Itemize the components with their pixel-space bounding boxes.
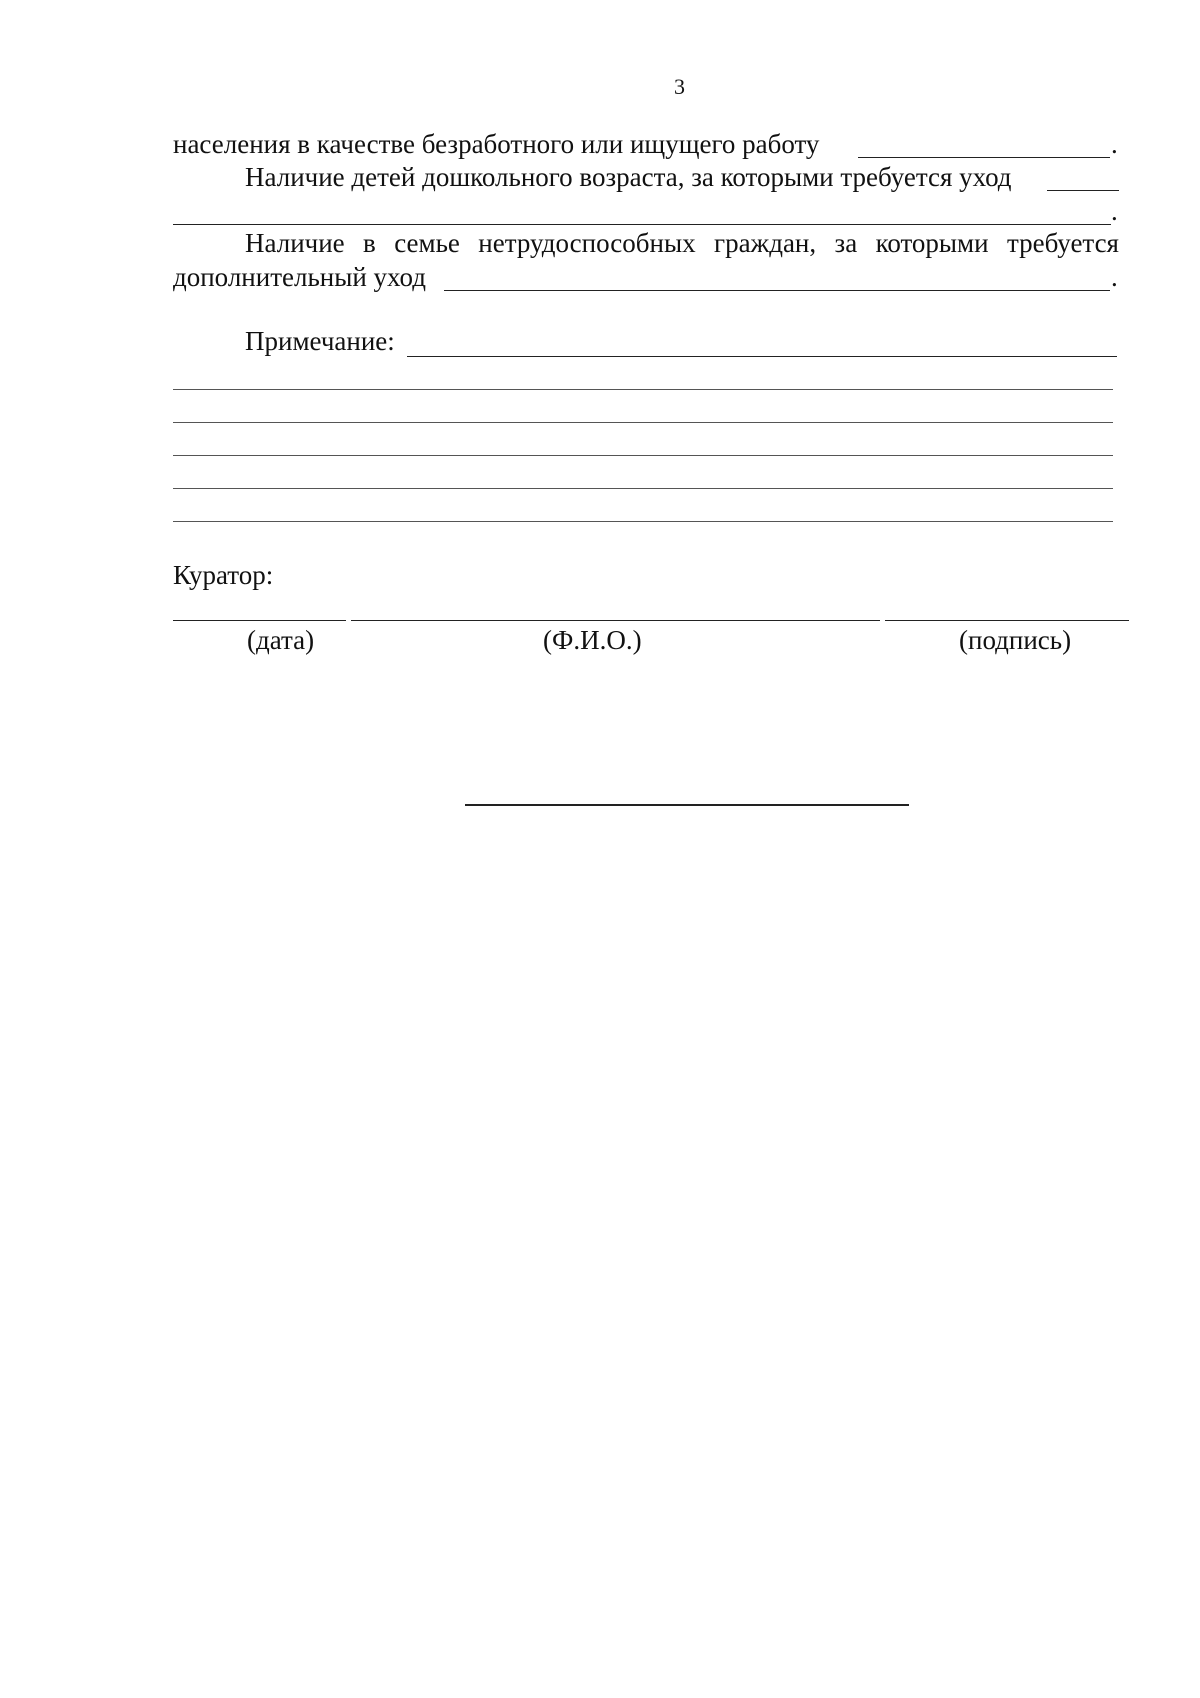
additional-care-label: дополнительный уход bbox=[173, 262, 426, 292]
page-number: 3 bbox=[674, 74, 685, 99]
word: семье bbox=[394, 228, 460, 258]
date-caption: (дата) bbox=[247, 625, 315, 655]
note-field-line[interactable] bbox=[173, 521, 1113, 522]
unemployed-status-field[interactable] bbox=[858, 157, 1110, 158]
word: нетрудоспособных bbox=[478, 228, 696, 258]
line-end-period: . bbox=[1111, 196, 1118, 226]
curator-name-field[interactable] bbox=[351, 620, 880, 621]
preschool-children-field-start[interactable] bbox=[1047, 190, 1119, 191]
note-field-line[interactable] bbox=[173, 422, 1113, 423]
curator-label: Куратор: bbox=[173, 560, 274, 590]
preschool-children-label: Наличие детей дошкольного возраста, за которыми требуется уход bbox=[245, 162, 1012, 192]
word: требуется bbox=[1006, 228, 1119, 258]
disabled-family-label bbox=[245, 227, 1119, 259]
note-field-line[interactable] bbox=[173, 488, 1113, 489]
note-field-line[interactable] bbox=[173, 389, 1113, 390]
end-separator-line bbox=[465, 804, 909, 806]
note-field-line[interactable] bbox=[173, 455, 1113, 456]
note-label: Примечание: bbox=[245, 326, 395, 356]
word: Наличие bbox=[245, 228, 345, 258]
signature-caption: (подпись) bbox=[959, 625, 1072, 655]
unemployed-status-label: населения в качестве безработного или ищущего работу bbox=[173, 129, 820, 159]
curator-signature-field[interactable] bbox=[885, 620, 1129, 621]
word: в bbox=[363, 228, 376, 258]
note-field-line[interactable] bbox=[407, 356, 1117, 357]
name-caption: (Ф.И.О.) bbox=[543, 625, 642, 655]
line-end-period: . bbox=[1111, 262, 1118, 292]
word: которыми bbox=[875, 228, 989, 258]
line-end-period: . bbox=[1111, 129, 1118, 159]
word: граждан, bbox=[714, 228, 817, 258]
preschool-children-field[interactable] bbox=[173, 224, 1111, 225]
word: за bbox=[834, 228, 858, 258]
curator-date-field[interactable] bbox=[173, 620, 346, 621]
additional-care-field[interactable] bbox=[444, 290, 1110, 291]
